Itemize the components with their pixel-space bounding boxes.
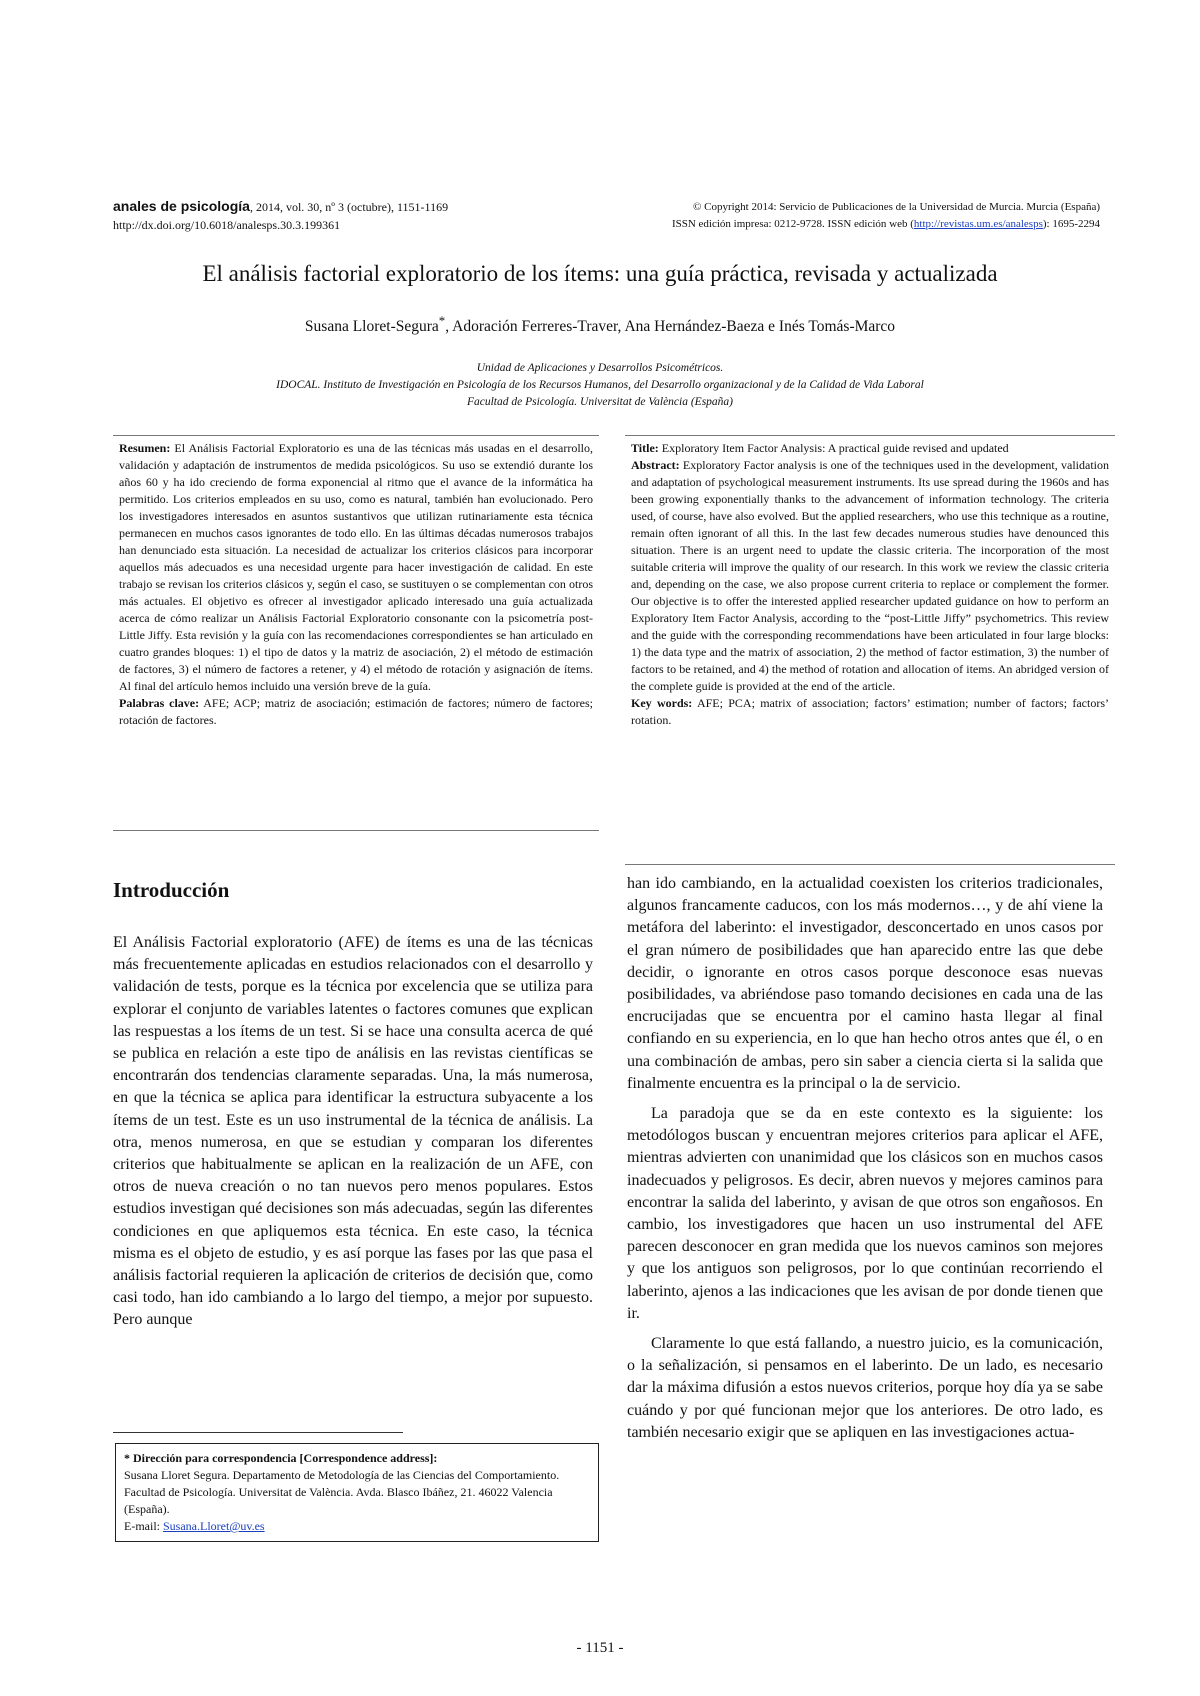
article-title: El análisis factorial exploratorio de los ítems: una guía práctica, revisada y actualizada bbox=[202, 261, 998, 286]
abstract-text: Exploratory Factor analysis is one of the techniques used in the development, validation and adaptation of psychological measurement instruments. Its use spread during the 1960s and has been growing exponentially thanks to the advancement of information technology. The criteria used, of course, have also evolved. But the applied researchers, who use this technique as a routine, remain often ignorant of all this. In the last few decades numerous studies have denounced this situation. There is an urgent need to update the classic criteria. The incorporation of the most suitable criteria will improve the quality of our research. In this work we review the classic criteria and, depending on the case, we also propose current criteria to replace or complement the former. Our objective is to offer the interested applied researcher updated guidance on how to perform an Exploratory Item Factor Analysis, according to the “post-Little Jiffy” psychometrics. This review and the guide with the corresponding recommendations have been articulated in four large blocks: 1) the data type and the matrix of association, 2) the method of factor estimation, 3) the number of factors to be retained, and 4) the method of rotation and allocation of items. An abridged version of the complete guide is provided at the end of the article. bbox=[631, 458, 1109, 693]
abstract-label: Abstract: bbox=[631, 458, 680, 472]
email-link[interactable]: Susana.Lloret@uv.es bbox=[163, 1519, 265, 1533]
author-4: Inés Tomás-Marco bbox=[778, 318, 896, 336]
english-title-label: Title: bbox=[631, 441, 659, 455]
affiliation-2: IDOCAL. Instituto de Investigación en Psicología de los Recursos Humanos, del Desarrollo organizacional y de la Calidad de Vida Laboral bbox=[276, 379, 924, 391]
copyright-text: © Copyright 2014: Servicio de Publicaciones de la Universidad de Murcia. Murcia (España) bbox=[693, 201, 1100, 213]
key-words-label: Key words: bbox=[631, 696, 693, 710]
journal-volume: , 2014, vol. 30, nº 3 (octubre), 1151-1169 bbox=[249, 200, 449, 214]
resumen-text: El Análisis Factorial Exploratorio es una de las técnicas más usadas en el desarrollo, validación y adaptación de instrumentos de medida psicológicos. Su uso se extendió durante los años 60 y ha ido creciendo de forma exponencial al ritmo que el avance de la informática ha permitido. Los criterios empleados en su uso, como es natural, también han evolucionado. Pero los investigadores interesados en asuntos sustantivos que utilizan rutinariamente esta técnica permanecen en muchos casos ignorantes de todo ello. En las últimas décadas numerosos trabajos han denunciado esta situación. La necesidad de actualizar los criterios clásicos para incorporar aquellos más adecuados es una necesidad urgente para hacer investigación de calidad. En este trabajo se revisan los criterios clásicos y, según el caso, se sustituyen o se complementan con otros más actuales. El objetivo es ofrecer al investigador aplicado interesado una guía actualizada acerca de cómo realizar un Análisis Factorial Exploratorio consonante con la psicometría post-Little Jiffy. Esta revisión y la guía con las recomendaciones correspondientes se han articulado en cuatro grandes bloques: 1) el tipo de datos y la matriz de asociación, 2) el método de estimación de factores, 3) el número de factores a retener, y 4) el método de rotación y asignación de ítems. Al final del artículo hemos incluido una versión breve de la guía. bbox=[119, 441, 593, 693]
doi-link[interactable]: http://dx.doi.org/10.6018/analesps.30.3.199361 bbox=[113, 218, 341, 232]
body-column-left bbox=[113, 932, 593, 1332]
palabras-clave-text: AFE; ACP; matriz de asociación; estimación de factores; número de factores; rotación de factores. bbox=[119, 696, 593, 727]
affiliation-1: Unidad de Aplicaciones y Desarrollos Psicométricos. bbox=[476, 362, 724, 374]
journal-citation bbox=[113, 197, 448, 234]
correspondence-box bbox=[115, 1443, 599, 1542]
body-paragraph: La paradoja que se da en este contexto es la siguiente: los metodólogos buscan y encuentran mejores criterios para aplicar el AFE, mientras advierten con unanimidad que los clásicos son en muchos casos inadecuados y peligrosos. Es decir, abren nuevos y mejores caminos para encontrar la salida del laberinto, y avisan de que otros son engañosos. En cambio, los investigadores que hacen un uso instrumental del AFE parecen desconocer en gran medida que los nuevos caminos son mejores y que los antiguos son peligrosos, por lo que continúan recorriendo el laberinto, ajenos a las indicaciones que les avisan de por donde tienen que ir. bbox=[627, 1105, 1103, 1322]
author-list: Susana Lloret-Segura*, Adoración Ferreres-Traver, Ana Hernández-Baeza e Inés Tomás-Marco bbox=[304, 313, 896, 336]
corresponding-mark: * bbox=[438, 313, 446, 328]
journal-name: anales de psicología bbox=[113, 198, 250, 214]
author-3: Ana Hernández-Baeza bbox=[624, 318, 765, 336]
page-number: - 1151 - bbox=[576, 1640, 624, 1656]
body-paragraph: han ido cambiando, en la actualidad coexisten los criterios tradicionales, algunos francamente caducos, con los más modernos…, y de ahí viene la metáfora del laberinto: el investigador, desconcertado en unos casos por el gran número de posibilidades que han aparecido entre las que debe decidir, o ignorante en otros casos porque desconoce esas nuevas posibilidades, va abriéndose paso tomando decisiones en cada una de las encrucijadas que se encuentra por el camino hasta llegar al final confiando en su experiencia, en lo que han hecho otros antes que él, o en una combinación de ambas, pero sin saber a ciencia cierta si la salida que finalmente encuentra es la principal o la de servicio. bbox=[627, 875, 1103, 1092]
key-words-text: AFE; PCA; matrix of association; factors’ estimation; number of factors; factors’ rotation. bbox=[631, 696, 1109, 727]
body-paragraph: El Análisis Factorial exploratorio (AFE) de ítems es una de las técnicas más frecuentemente aplicadas en estudios relacionados con el desarrollo y validación de tests, porque es la técnica por excelencia que se utiliza para explorar el conjunto de variables latentes o factores comunes que explican las respuestas a los ítems de un test. Si se hace una consulta acerca de qué se publica en relación a este tipo de análisis en las revistas científicas se encontrarán dos tendencias claramente separadas. Una, la más numerosa, en que la técnica se aplica para identificar la estructura subyacente a los ítems de un test. Este es un uso instrumental de la técnica de análisis. La otra, menos numerosa, en que se estudian y comparan los diferentes criterios que habitualmente se aplican en la realización de un AFE, con otros de nueva creación o no tan nuevos pero menos populares. Estos estudios investigan qué decisiones son más adecuadas, según las diferentes condiciones en que apliquemos esta técnica. En este caso, la técnica misma es el objeto de estudio, y es así porque las fases por las que pasa el análisis factorial requieren la aplicación de criterios de decisión que, como casi todo, han ido cambiando a lo largo del tiempo, a mejor por supuesto. Pero aunque bbox=[113, 934, 593, 1329]
correspondence-email-line: E-mail: Susana.Lloret@uv.es bbox=[124, 1519, 265, 1533]
abstract-english bbox=[625, 435, 1115, 865]
body-paragraph: Claramente lo que está fallando, a nuestro juicio, es la comunicación, o la señalización, si pensamos en el laberinto. De un lado, es necesario dar la máxima difusión a estos nuevos criterios, porque hoy día ya se sabe cuándo y por qué funcionan mejor que los anteriores. De otro lado, es también necesario exigir que se apliquen en las investigaciones actua- bbox=[627, 1335, 1103, 1441]
resumen-label: Resumen: bbox=[119, 441, 171, 455]
affiliation-3: Facultad de Psicología. Universitat de València (España) bbox=[466, 396, 734, 408]
abstract-spanish bbox=[113, 435, 599, 831]
correspondence-text: Susana Lloret Segura. Departamento de Metodología de las Ciencias del Comportamiento. Facultad de Psicología. Universitat de València. Avda. Blasco Ibáñez, 21. 46022 Valencia (España). bbox=[124, 1468, 560, 1516]
author-2: Adoración Ferreres-Traver bbox=[452, 318, 618, 336]
section-heading-introduccion: Introducción bbox=[113, 878, 230, 902]
journal-copyright bbox=[672, 199, 1100, 233]
issn-text: ISSN edición impresa: 0212-9728. ISSN edición web (http://revistas.um.es/analesps): 1695-2294 bbox=[671, 218, 1100, 230]
author-1: Susana Lloret-Segura bbox=[304, 318, 439, 336]
english-title-text: Exploratory Item Factor Analysis: A practical guide revised and updated bbox=[658, 441, 1009, 455]
affiliations bbox=[0, 360, 1200, 411]
correspondence-heading: * Dirección para correspondencia [Correspondence address]: bbox=[124, 1451, 438, 1465]
journal-url-link[interactable]: http://revistas.um.es/analesps bbox=[913, 218, 1043, 230]
palabras-clave-label: Palabras clave: bbox=[119, 696, 200, 710]
footnote-rule bbox=[113, 1432, 403, 1433]
body-column-right bbox=[627, 873, 1103, 1444]
